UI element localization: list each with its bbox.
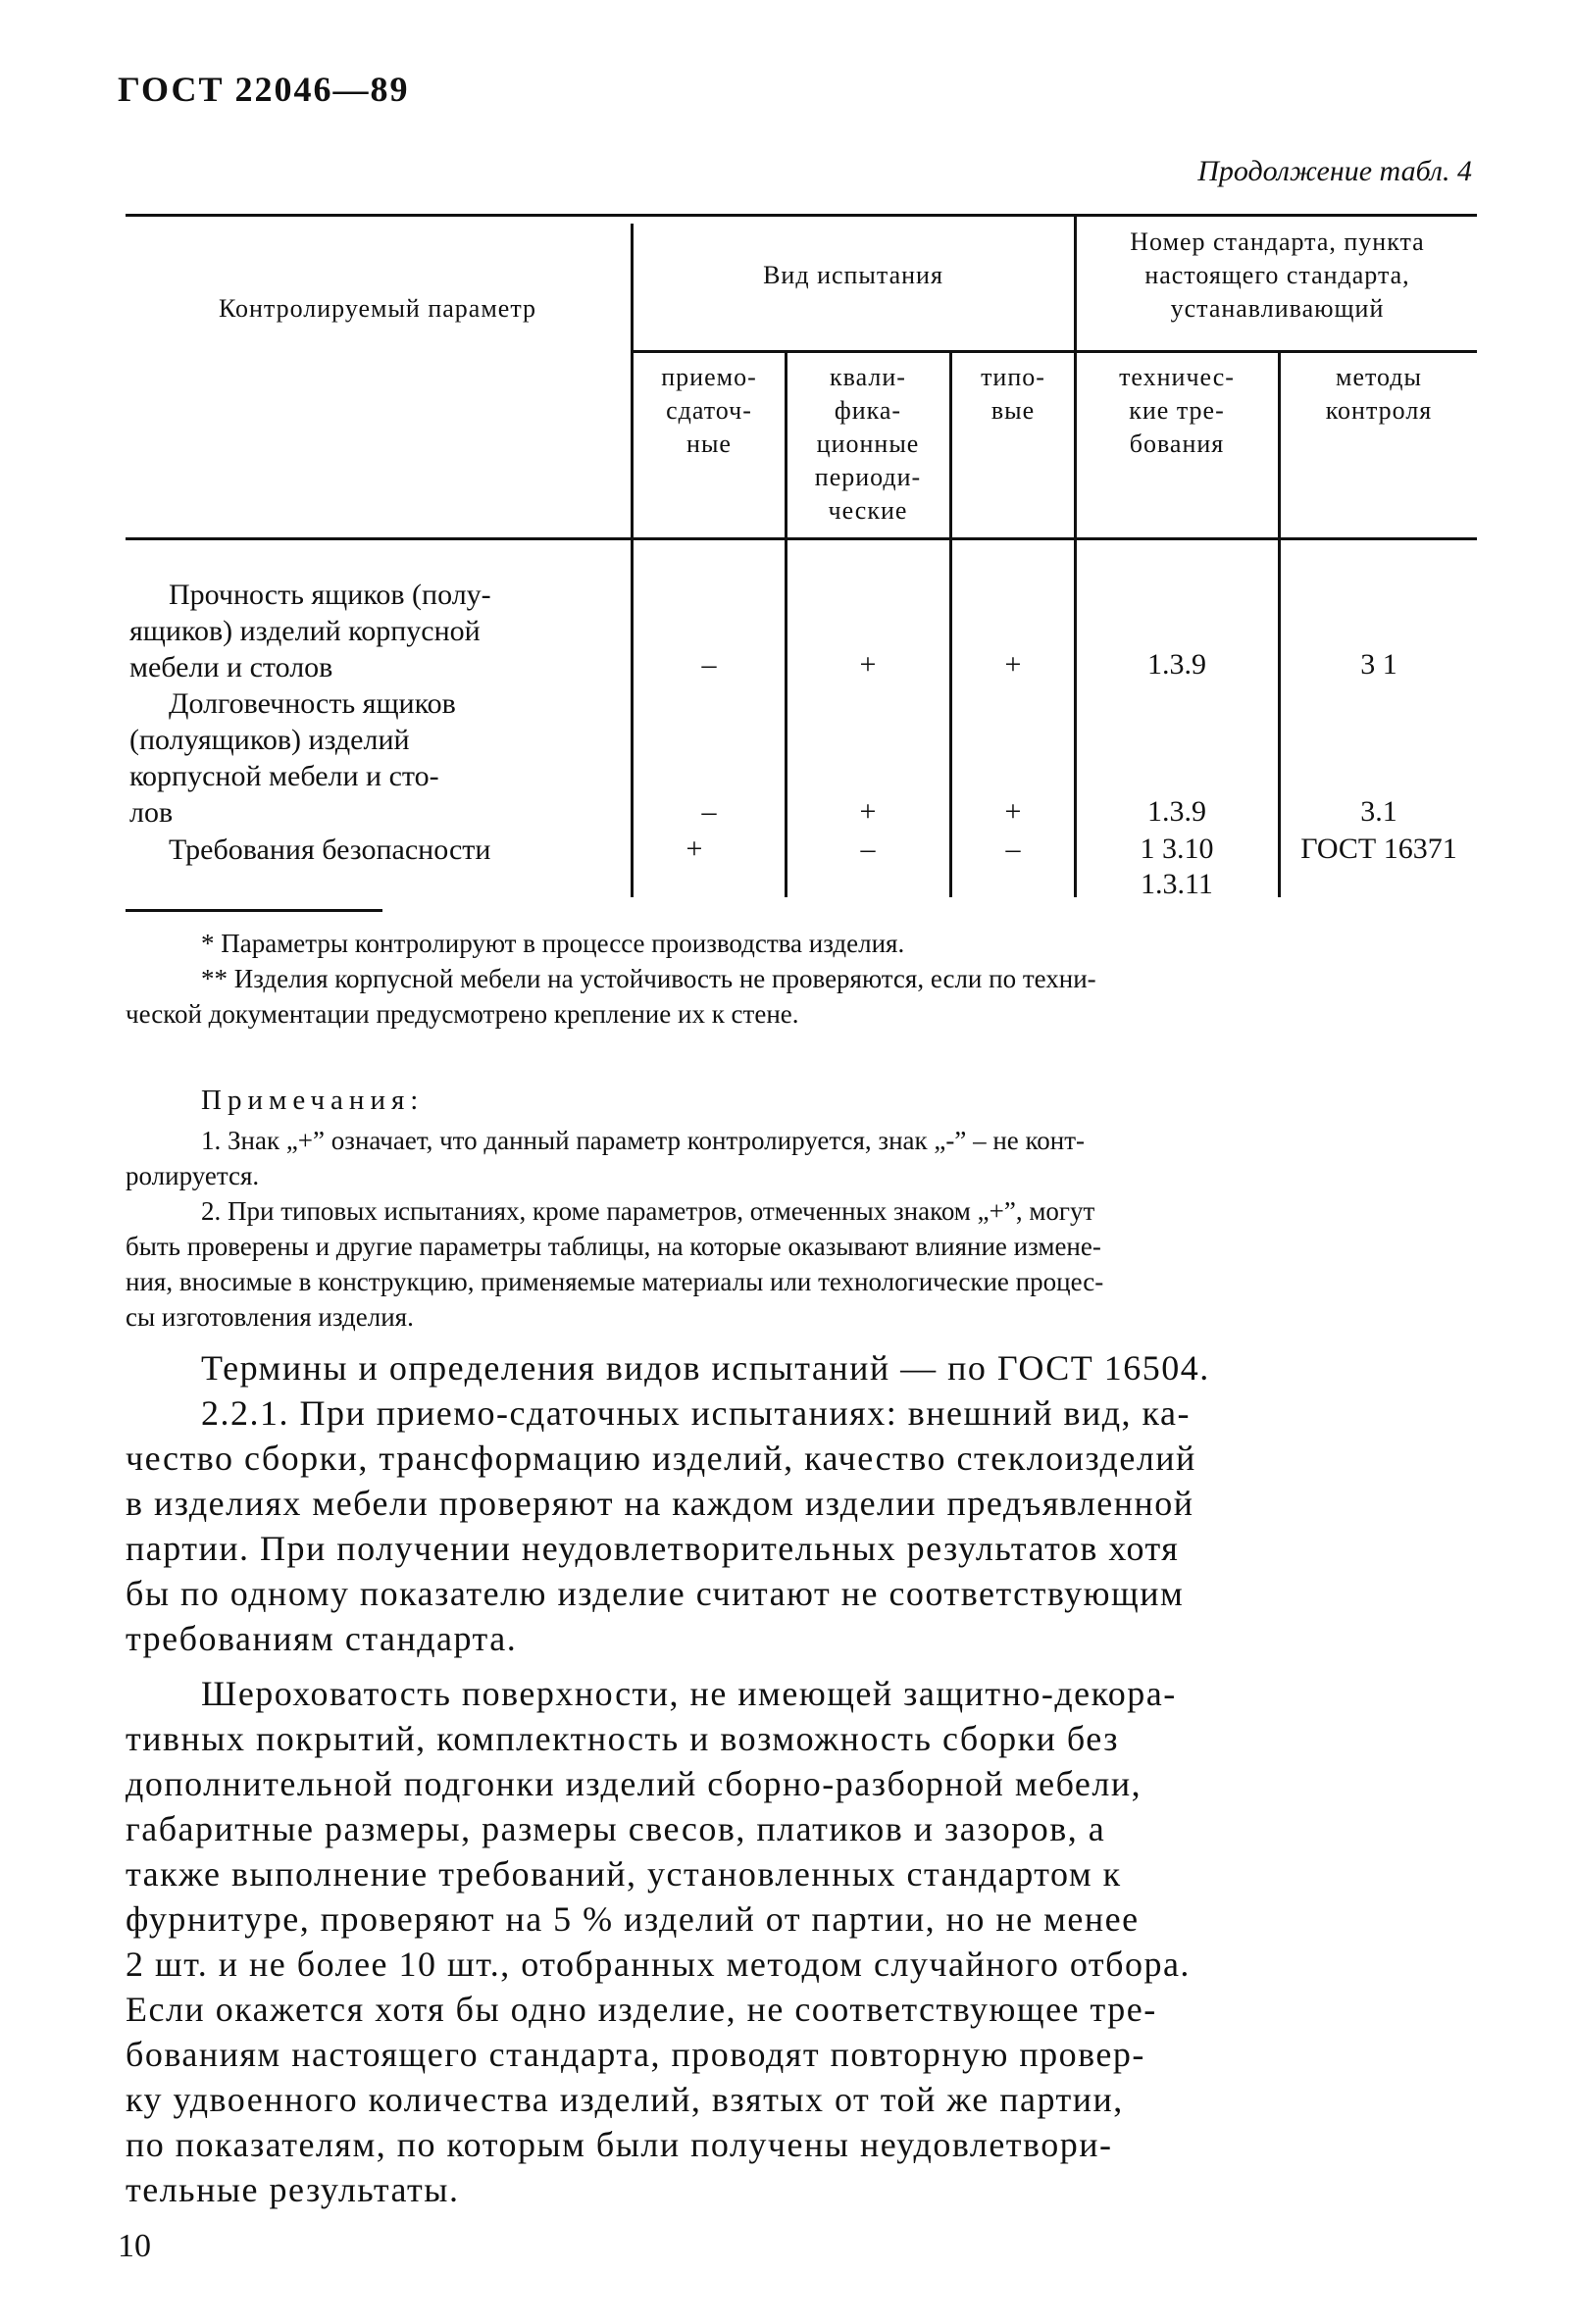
body-line: по показателям, по которым были получены неудовлетвори-: [126, 2125, 1113, 2164]
row-2-acceptance: –: [701, 795, 717, 828]
body-line: бованиям настоящего стандарта, проводят повторную провер-: [126, 2035, 1145, 2074]
note-2-continued-3: сы изготовления изделия.: [126, 1302, 414, 1332]
table-col-divider-1: [631, 224, 634, 897]
note-1-continued: ролируется.: [126, 1161, 260, 1190]
body-line: 2.2.1. При приемо-сдаточных испытаниях: внешний вид, ка-: [201, 1393, 1191, 1433]
subheader-type-tests: типо- вые: [981, 363, 1045, 425]
row-1-qualification: +: [859, 648, 877, 681]
row-1-parameter: Прочность ящиков (полу- ящиков) изделий корпусной мебели и столов: [129, 579, 491, 683]
table-header-bottom-rule: [126, 537, 1477, 540]
body-line: в изделиях мебели проверяют на каждом изделии предъявленной: [126, 1484, 1194, 1523]
body-line: фурнитуре, проверяют на 5 % изделий от партии, но не менее: [126, 1899, 1140, 1939]
body-line: тельные результаты.: [126, 2170, 460, 2209]
page-number: 10: [118, 2228, 151, 2264]
table-subheader-rule: [633, 350, 1477, 353]
row-1-tech-req: 1.3.9: [1147, 648, 1206, 681]
footnote-separator: [126, 909, 382, 912]
header-test-type: Вид испытания: [763, 261, 943, 289]
row-1-type: +: [1004, 648, 1022, 681]
row-3-type: –: [1005, 833, 1021, 865]
body-line: Если окажется хотя бы одно изделие, не соответствующее тре-: [126, 1990, 1157, 2029]
document-id: ГОСТ 22046—89: [118, 70, 410, 109]
body-line: габаритные размеры, размеры свесов, платиков и зазоров, а: [126, 1809, 1106, 1848]
footnote-1: * Параметры контролируют в процессе производства изделия.: [201, 929, 905, 958]
notes-title: Примечания:: [201, 1085, 425, 1116]
body-line: Шероховатость поверхности, не имеющей защитно-декора-: [201, 1674, 1177, 1713]
body-line: ку удвоенного количества изделий, взятых от той же партии,: [126, 2080, 1124, 2119]
table-col-divider-4: [1074, 214, 1077, 897]
note-1: 1. Знак „+” означает, что данный параметр контролируется, знак „-” – не конт-: [201, 1126, 1085, 1155]
row-1-methods: 3 1: [1360, 648, 1397, 681]
subheader-acceptance: приемо- сдаточ- ные: [661, 363, 757, 458]
table-col-divider-3: [949, 350, 952, 897]
body-line: Термины и определения видов испытаний — по ГОСТ 16504.: [201, 1348, 1210, 1388]
row-2-tech-req: 1.3.9: [1147, 795, 1206, 828]
body-line: требованиям стандарта.: [126, 1619, 518, 1658]
body-line: дополнительной подгонки изделий сборно-разборной мебели,: [126, 1764, 1142, 1803]
footnote-2: ** Изделия корпусной мебели на устойчивость не проверяются, если по техни-: [201, 964, 1096, 993]
body-line: тивных покрытий, комплектность и возможность сборки без: [126, 1719, 1119, 1758]
footnote-2-continued: ческой документации предусмотрено крепление их к стене.: [126, 999, 799, 1029]
table-col-divider-2: [785, 350, 787, 897]
body-line: также выполнение требований, установленных стандартом к: [126, 1854, 1122, 1894]
subheader-qualification-periodic: квали- фика- ционные периоди- ческие: [814, 363, 922, 525]
table-top-rule: [126, 214, 1477, 217]
row-2-parameter: Долговечность ящиков (полуящиков) изделий корпусной мебели и сто- лов: [129, 687, 456, 829]
row-2-qualification: +: [859, 795, 877, 828]
row-1-acceptance: –: [701, 648, 717, 681]
body-line: партии. При получении неудовлетворительных результатов хотя: [126, 1529, 1180, 1568]
header-controlled-parameter: Контролируемый параметр: [218, 294, 537, 323]
row-2-type: +: [1004, 795, 1022, 828]
subheader-technical-requirements: техничес- кие тре- бования: [1119, 363, 1235, 458]
row-2-methods: 3.1: [1360, 795, 1397, 828]
table-continuation-label: Продолжение табл. 4: [1197, 155, 1472, 187]
note-2-continued-2: ния, вносимые в конструкцию, применяемые материалы или технологические процес-: [126, 1267, 1104, 1296]
row-3-tech-req: 1 3.10 1.3.11: [1140, 833, 1214, 900]
body-line: бы по одному показателю изделие считают не соответствующим: [126, 1574, 1185, 1613]
row-3-qualification: –: [860, 833, 876, 865]
body-line: чество сборки, трансформацию изделий, качество стеклоизделий: [126, 1439, 1196, 1478]
row-3-parameter: Требования безопасности: [169, 834, 491, 866]
header-standard-number: Номер стандарта, пункта настоящего стандарта, устанавливающий: [1130, 227, 1425, 323]
note-2: 2. При типовых испытаниях, кроме параметров, отмеченных знаком „+”, могут: [201, 1196, 1095, 1226]
note-2-continued-1: быть проверены и другие параметры таблицы, на которые оказывают влияние измене-: [126, 1232, 1101, 1261]
row-3-acceptance: +: [685, 833, 703, 865]
subheader-control-methods: методы контроля: [1325, 363, 1433, 425]
table-col-divider-5: [1278, 350, 1281, 897]
body-line: 2 шт. и не более 10 шт., отобранных методом случайного отбора.: [126, 1945, 1191, 1984]
row-3-methods: ГОСТ 16371: [1300, 833, 1457, 865]
